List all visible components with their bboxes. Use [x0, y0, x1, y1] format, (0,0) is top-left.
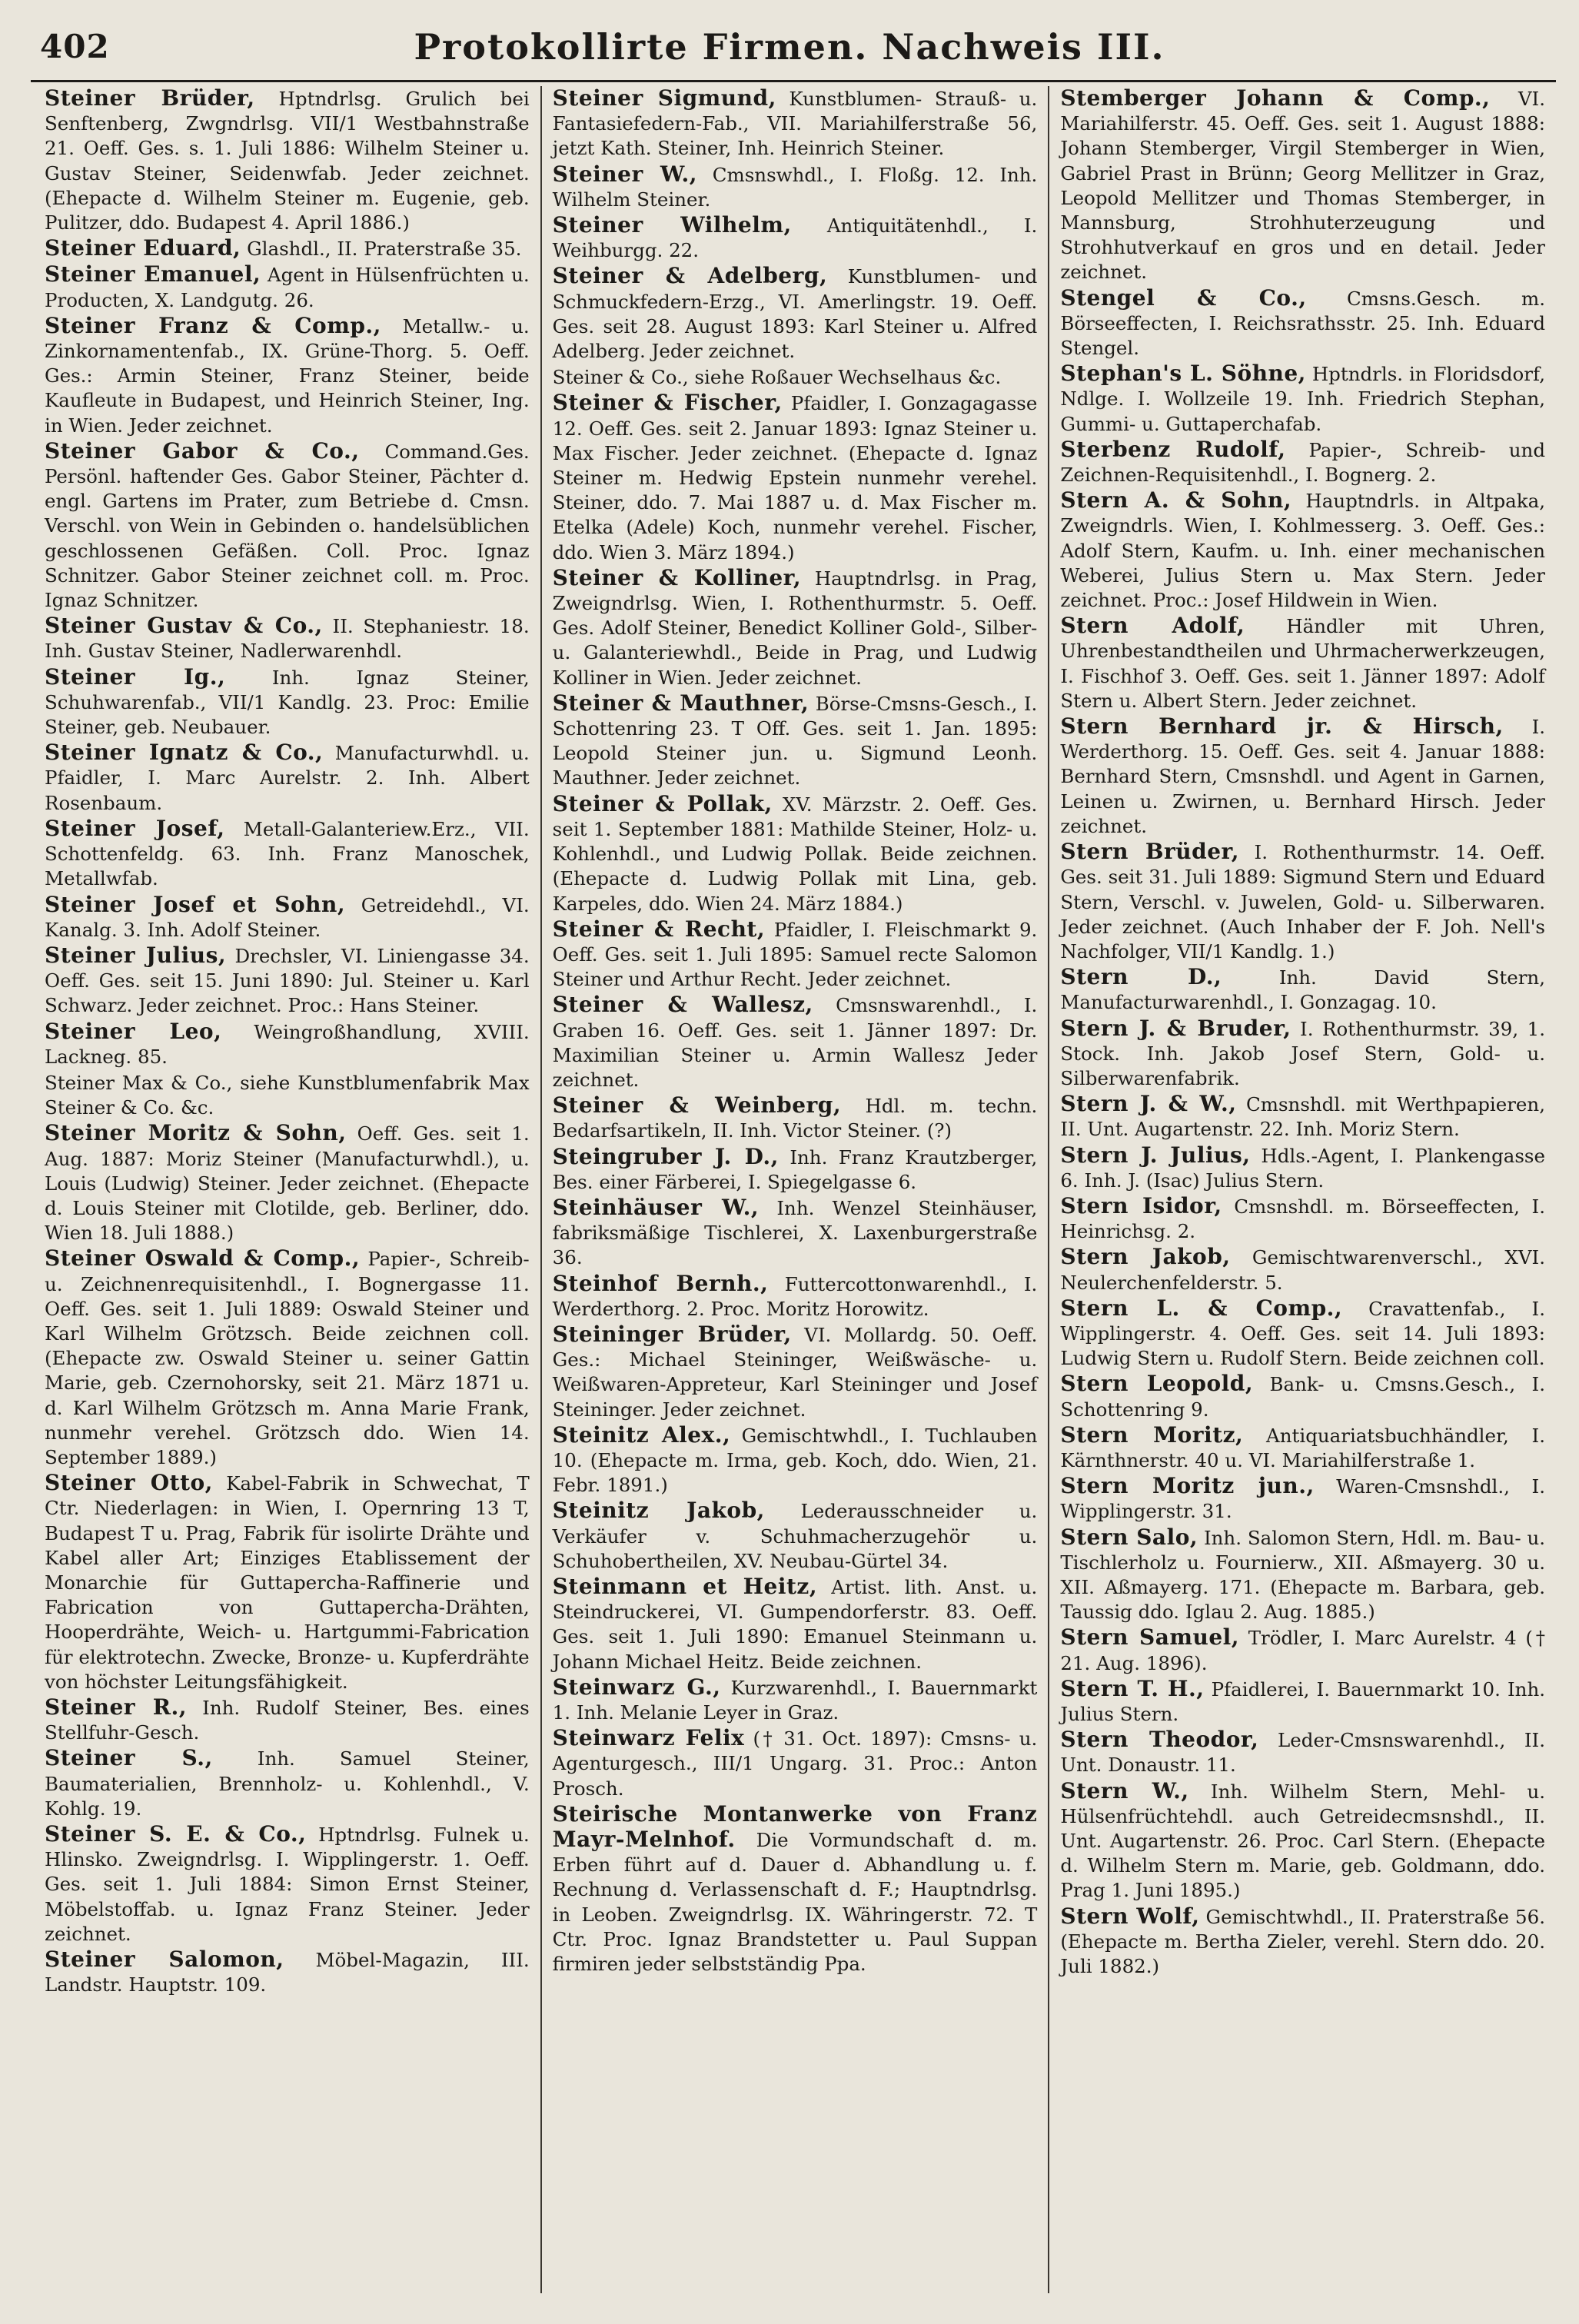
firm-name: Steiner Julius,: [45, 942, 227, 968]
firm-details: Gemischtwarenverschl., XVI. Neulerchenfelderstr. 5.: [1060, 1246, 1546, 1294]
firm-entry: [553, 86, 1038, 161]
firm-name: Stern Moritz,: [1060, 1421, 1244, 1448]
firm-name: Steiner Emanuel,: [45, 261, 261, 288]
firm-entry: [1060, 1727, 1545, 1777]
firm-details: VI. Mariahilferstr. 45. Oeff. Ges. seit 1. August 1888: Johann Stemberger, Virgil Stemberger in Wien, Gabriel Prast in Brünn; Georg Mellitzer in Graz, Leopold Mellitzer und Thomas Stemberger, in Mannsburg, Strohhuterzeugung und Strohhutverkauf en gros und en detail. Jeder zeichnet.: [1060, 88, 1546, 284]
firm-name: Steirische Montanwerke von Franz Mayr-Melnhof.: [552, 1800, 1038, 1853]
firm-entry: [553, 1726, 1038, 1801]
firm-details: Inh. Salomon Stern, Hdl. m. Bau- u. Tischlerholz u. Fournierw., XII. Aßmayerg. 30 u. XII. Aßmayerg. 171. (Ehepacte m. Barbara, geb. Taussig ddo. Iglau 2. Aug. 1885.): [1060, 1526, 1546, 1624]
firm-entry: [45, 1121, 530, 1245]
firm-details: Kurzwarenhdl., I. Bauernmarkt 1. Inh. Melanie Leyer in Graz.: [552, 1676, 1038, 1724]
column-right: [1048, 86, 1556, 2293]
firm-details: († 31. Oct. 1897): Cmsns- u. Agenturgesch., III/1 Ungarg. 31. Proc.: Anton Prosch.: [552, 1727, 1038, 1800]
firm-details: Hptndrlsg. Grulich bei Senftenberg, Zwgndrlsg. VII/1 Westbahnstraße 21. Oeff. Ges. s. 1. Juli 1886: Wilhelm Steiner u. Gustav Steiner, Seidenwfab. Jeder zeichnet. (Ehepacte d. Wilhelm Steiner m. Eugenie, geb. Pulitzer, ddo. Budapest 4. April 1886.): [45, 88, 530, 234]
firm-details: Command.Ges. Persönl. haftender Ges. Gabor Steiner, Pächter d. engl. Gartens im Prater, zum Betriebe d. Cmsn. Verschl. von Wein in Gebinden o. handelsüblichen geschlossenen Gefäßen. Coll. Proc. Ignaz Schnitzer. Gabor Steiner zeichnet coll. m. Proc. Ignaz Schnitzer.: [45, 440, 530, 612]
firm-name: Stern Theodor,: [1060, 1727, 1259, 1753]
firm-entry: [1060, 1779, 1545, 1903]
firm-entry: [553, 364, 1038, 390]
firm-entry: [553, 1195, 1038, 1271]
firm-entry: [1060, 1525, 1545, 1625]
firm-name: Steinwarz Felix: [552, 1725, 745, 1751]
firm-entry: [1060, 86, 1545, 285]
firm-name: Steiner Ignatz & Co.,: [45, 740, 324, 766]
firm-entry: [553, 792, 1038, 916]
firm-details: Pfaidlerei, I. Bauernmarkt 10. Inh. Julius Stern.: [1060, 1677, 1546, 1725]
firm-details: Hptndrlsg. Fulnek u. Hlinsko. Zweigndrlsg. I. Wipplingerstr. 1. Oeff. Ges. seit 1. Juli 1884: Simon Ernst Steiner, Möbelstoffab. u. Ignaz Franz Steiner. Jeder zeichnet.: [45, 1824, 530, 1945]
firm-name: Steinwarz G.,: [552, 1674, 721, 1700]
firm-details: Trödler, I. Marc Aurelstr. 4 († 21. Aug. 1896).: [1060, 1627, 1546, 1674]
page-number: 402: [40, 28, 110, 65]
firm-name: Steiner S.,: [45, 1745, 213, 1771]
running-title: Protokollirte Firmen. Nachweis III.: [414, 26, 1165, 68]
firm-details: Drechsler, VI. Liniengasse 34. Oeff. Ges. seit 15. Juni 1890: Jul. Steiner u. Karl Schwarz. Jeder zeichnet. Proc.: Hans Steiner.: [45, 944, 530, 1017]
header-rule: [31, 80, 1556, 82]
firm-name: Steinitz Alex.,: [552, 1421, 731, 1448]
firm-name: Stengel & Co.,: [1060, 284, 1307, 311]
column-middle: [540, 86, 1049, 2293]
firm-entry: [553, 1675, 1038, 1725]
firm-name: Stern Wolf,: [1060, 1903, 1200, 1929]
firm-name: Stern J. Julius,: [1060, 1142, 1251, 1168]
firm-entry: [1060, 1194, 1545, 1244]
firm-details: Inh. Ignaz Steiner, Schuhwarenfab., VII/1 Kandlg. 23. Proc: Emilie Steiner, geb. Neubauer.: [45, 666, 530, 739]
firm-entry: [45, 613, 530, 663]
firm-details: Antiquariatsbuchhändler, I. Kärnthnerstr. 40 u. VI. Mariahilferstraße 1.: [1060, 1424, 1546, 1471]
firm-entry: [45, 816, 530, 892]
firm-details: Cmsnshdl. m. Börseeffecten, I. Heinrichsg. 2.: [1060, 1195, 1546, 1243]
firm-details: Kunstblumen- und Schmuckfedern-Erzg., VI. Amerlingstr. 19. Oeff. Ges. seit 28. August 1893: Karl Steiner u. Alfred Adelberg. Jeder zeichnet.: [552, 265, 1038, 363]
firm-details: Steiner & Co., siehe Roßauer Wechselhaus &c.: [552, 366, 1002, 389]
firm-name: Steiner S. E. & Co.,: [45, 1821, 307, 1847]
firm-name: Steinitz Jakob,: [552, 1498, 765, 1524]
firm-name: Steiner Josef et Sohn,: [45, 891, 346, 917]
firm-entry: [1060, 714, 1545, 839]
firm-details: Futtercottonwarenhdl., I. Werderthorg. 2. Proc. Moritz Horowitz.: [552, 1272, 1038, 1320]
firm-details: Getreidehdl., VI. Kanalg. 3. Inh. Adolf Steiner.: [45, 893, 530, 941]
firm-entry: [45, 943, 530, 1019]
firm-details: Papier-, Schreib- u. Zeichnenrequisitenhdl., I. Bognergasse 11. Oeff. Ges. seit 1. Juli 1889: Oswald Steiner und Karl Wilhelm Grötzsch. Beide zeichnen coll. (Ehepacte zw. Oswald Steiner u. seiner Gattin Marie, geb. Czernohorsky, seit 21. März 1871 u. d. Karl Wilhelm Grötzsch m. Anna Marie Frank, nunmehr verehel. Grötzsch ddo. Wien 14. September 1889.): [45, 1248, 530, 1468]
firm-name: Stephan's L. Söhne,: [1060, 361, 1306, 387]
firm-details: Inh. Samuel Steiner, Baumaterialien, Brennholz- u. Kohlenhdl., V. Kohlg. 19.: [45, 1747, 530, 1820]
firm-name: Stern W.,: [1060, 1777, 1189, 1804]
firm-details: Pfaidler, I. Fleischmarkt 9. Oeff. Ges. seit 1. Juli 1895: Samuel recte Salomon Steiner und Arthur Recht. Jeder zeichnet.: [552, 918, 1038, 991]
firm-details: Kunstblumen- Strauß- u. Fantasiefedern-Fab., VII. Mariahilferstraße 56, jetzt Kath. Steiner, Inh. Heinrich Steiner.: [552, 88, 1038, 160]
firm-name: Steingruber J. D.,: [552, 1143, 779, 1169]
firm-entry: [45, 236, 530, 261]
firm-name: Stern L. & Comp.,: [1060, 1295, 1343, 1321]
firm-entry: [553, 264, 1038, 364]
firm-name: Steiner Oswald & Comp.,: [45, 1245, 361, 1272]
firm-details: Inh. Rudolf Steiner, Bes. eines Stellfuhr-Gesch.: [45, 1697, 530, 1744]
firm-entry: [1060, 437, 1545, 487]
firm-details: Hptndrls. in Floridsdorf, Ndlge. I. Wollzeile 19. Inh. Friedrich Stephan, Gummi- u. Guttaperchafab.: [1060, 363, 1546, 435]
firm-details: Agent in Hülsenfrüchten u. Producten, X. Landgutg. 26.: [45, 264, 530, 311]
firm-entry: [553, 391, 1038, 564]
firm-entry: [1060, 1296, 1545, 1371]
firm-details: Pfaidler, I. Gonzagagasse 12. Oeff. Ges. seit 2. Januar 1893: Ignaz Steiner u. Max Fischer. Jeder zeichnet. (Ehepacte d. Ignaz Steiner m. Hedwig Epstein nunmehr verehel. Steiner, ddo. 7. Mai 1887 u. d. Max Fischer m. Etelka (Adele) Koch, nunmehr verehel. Fischer, ddo. Wien 3. März 1894.): [552, 392, 1038, 564]
firm-entry: [45, 1947, 530, 1997]
firm-entry: [45, 1070, 530, 1120]
firm-details: Bank- u. Cmsns.Gesch., I. Schottenring 9.: [1060, 1373, 1546, 1421]
firm-entry: [553, 213, 1038, 263]
firm-details: Inh. Franz Krautzberger, Bes. einer Färberei, I. Spiegelgasse 6.: [552, 1145, 1038, 1193]
firm-details: Oeff. Ges. seit 1. Aug. 1887: Moriz Steiner (Manufacturwhdl.), u. Louis (Ludwig) Steiner. Jeder zeichnet. (Ehepacte d. Louis Steiner mit Clotilde, geb. Berliner, ddo. Wien 18. Juli 1888.): [45, 1122, 530, 1245]
firm-entry: [1060, 1423, 1545, 1473]
firm-name: Stern Isidor,: [1060, 1192, 1222, 1219]
firm-name: Stern J. & Bruder,: [1060, 1015, 1291, 1041]
firm-entry: [45, 740, 530, 816]
firm-name: Steiner R.,: [45, 1694, 187, 1720]
firm-details: Waren-Cmsnshdl., I. Wipplingerstr. 31.: [1060, 1475, 1545, 1523]
firm-details: VI. Mollardg. 50. Oeff. Ges.: Michael Steininger, Weißwäsche- u. Weißwaren-Appreteur, Karl Steininger und Josef Steininger. Jeder zeichnet.: [552, 1323, 1038, 1421]
firm-entry: [45, 262, 530, 312]
firm-name: Steiner Moritz & Sohn,: [45, 1120, 347, 1146]
firm-details: I. Rothenthurmstr. 39, 1. Stock. Inh. Jakob Josef Stern, Gold- u. Silberwarenfabrik.: [1060, 1017, 1546, 1089]
firm-name: Steiner Eduard,: [45, 235, 241, 261]
firm-details: Kabel-Fabrik in Schwechat, T Ctr. Niederlagen: in Wien, I. Opernring 13 T, Budapest T u. Prag, Fabrik für isolirte Drähte und Kabel aller Art; Einziges Etablissement der Monarchie für Guttapercha-Raffinerie und Fabrication von Guttapercha-Drähten, Hooperdrähte, Weich- u. Hartgummi-Fabrication für elektrotechn. Zwecke, Bronze- u. Kupferdrähte von höchster Leitungsfähigkeit.: [45, 1472, 530, 1693]
firm-name: Steiner Wilhelm,: [552, 212, 792, 238]
firm-entry: [1060, 361, 1545, 437]
firm-name: Steiner & Adelberg,: [552, 263, 828, 289]
firm-entry: [1060, 839, 1545, 964]
firm-name: Stern Bernhard jr. & Hirsch,: [1060, 713, 1504, 740]
firm-name: Steiner Gabor & Co.,: [45, 437, 360, 464]
firm-entry: [1060, 488, 1545, 613]
firm-details: Steiner Max & Co., siehe Kunstblumenfabrik Max Steiner & Co. &c.: [45, 1071, 530, 1119]
firm-details: Börse-Cmsns-Gesch., I. Schottenring 23. T Off. Ges. seit 1. Jan. 1895: Leopold Steiner jun. u. Sigmund Leonh. Mauthner. Jeder zeichnet.: [552, 692, 1038, 790]
firm-details: Weingroßhandlung, XVIII. Lackneg. 85.: [45, 1020, 530, 1068]
firm-details: Leder-Cmsnswarenhdl., II. Unt. Donaustr. 11.: [1060, 1729, 1546, 1777]
firm-entry: [1060, 1625, 1545, 1675]
firm-entry: [553, 992, 1038, 1092]
firm-name: Steiner Josef,: [45, 815, 225, 841]
firm-details: Gemischtwhdl., II. Praterstraße 56. (Ehepacte m. Bertha Zieler, verehl. Stern ddo. 20. Juli 1882.): [1060, 1905, 1546, 1978]
firm-details: I. Rothenthurmstr. 14. Oeff. Ges. seit 31. Juli 1889: Sigmund Stern und Eduard Stern, Verschl. v. Juwelen, Gold- u. Silberwaren. Jeder zeichnet. (Auch Inhaber der F. Joh. Nell's Nachfolger, VII/1 Kandlg. 1.): [1060, 841, 1546, 963]
firm-details: Cmsnshdl. mit Werthpapieren, II. Unt. Augartenstr. 22. Inh. Moriz Stern.: [1060, 1093, 1545, 1141]
firm-details: Metallw.- u. Zinkornamentenfab., IX. Grüne-Thorg. 5. Oeff. Ges.: Armin Steiner, Franz Steiner, beide Kaufleute in Budapest, und Heinrich Steiner, Ing. in Wien. Jeder zeichnet.: [45, 314, 530, 437]
firm-entry: [45, 665, 530, 740]
firm-name: Steiner & Kolliner,: [552, 564, 802, 590]
firm-details: Papier-, Schreib- und Zeichnen-Requisitenhdl., I. Bognerg. 2.: [1060, 438, 1545, 487]
firm-name: Stern T. H.,: [1060, 1675, 1205, 1701]
firm-entry: [45, 1471, 530, 1694]
firm-name: Stemberger Johann & Comp.,: [1060, 86, 1491, 111]
firm-details: Möbel-Magazin, III. Landstr. Hauptstr. 109.: [45, 1949, 530, 1997]
text-columns: [34, 86, 1556, 2293]
firm-name: Steiner & Mauthner,: [552, 690, 809, 716]
firm-name: Steiner W.,: [552, 161, 697, 187]
firm-name: Stern J. & W.,: [1060, 1091, 1237, 1117]
firm-entry: [553, 1093, 1038, 1143]
firm-name: Stern Brüder,: [1060, 839, 1240, 865]
firm-entry: [1060, 1092, 1545, 1142]
firm-entry: [1060, 1371, 1545, 1421]
firm-entry: [553, 917, 1038, 992]
firm-name: Steiner Brüder,: [45, 86, 255, 111]
firm-name: Steininger Brüder,: [552, 1321, 792, 1347]
firm-name: Stern Salo,: [1060, 1524, 1198, 1550]
firm-details: I. Werderthorg. 15. Oeff. Ges. seit 4. Januar 1888: Bernhard Stern, Cmsnshdl. und Agent in Garnen, Leinen u. Zwirnen, u. Bernhard Hirsch. Jeder zeichnet.: [1060, 716, 1546, 837]
firm-details: Händler mit Uhren, Uhrenbestandtheilen und Uhrmacherwerkzeugen, I. Fischhof 3. Oeff. Ges. seit 1. Jänner 1897: Adolf Stern u. Albert Stern. Jeder zeichnet.: [1060, 615, 1546, 712]
firm-details: XV. Märzstr. 2. Oeff. Ges. seit 1. September 1881: Mathilde Steiner, Holz- u. Kohlenhdl., und Ludwig Pollak. Beide zeichnen. (Ehepacte d. Ludwig Pollak mit Lina, geb. Karpeles, ddo. Wien 24. März 1884.): [552, 793, 1038, 915]
firm-entry: [553, 1272, 1038, 1322]
firm-name: Steinmann et Heitz,: [552, 1573, 818, 1599]
firm-name: Stern Leopold,: [1060, 1371, 1254, 1397]
firm-name: Steiner Salomon,: [45, 1947, 284, 1973]
firm-details: Inh. Wilhelm Stern, Mehl- u. Hülsenfrüchtehdl. auch Getreidecmsnshdl., II. Unt. Augartenstr. 26. Proc. Carl Stern. (Ehepacte d. Wilhelm Stern m. Marie, geb. Goldmann, ddo. Prag 1. Juni 1895.): [1060, 1780, 1546, 1902]
firm-name: Steiner & Wallesz,: [552, 992, 813, 1018]
firm-name: Stern D.,: [1060, 964, 1222, 990]
firm-entry: [553, 691, 1038, 791]
firm-details: Cmsns.Gesch. m. Börseeffecten, I. Reichsrathsstr. 25. Inh. Eduard Stengel.: [1060, 287, 1546, 360]
firm-entry: [1060, 965, 1545, 1015]
firm-name: Steiner Ig.,: [45, 663, 226, 690]
firm-entry: [45, 1822, 530, 1947]
firm-entry: [45, 314, 530, 438]
firm-name: Steiner & Weinberg,: [552, 1092, 842, 1119]
firm-details: Inh. Wenzel Steinhäuser, fabriksmäßige Tischlerei, X. Laxenburgerstraße 36.: [552, 1196, 1038, 1269]
firm-name: Sterbenz Rudolf,: [1060, 436, 1286, 462]
firm-entry: [45, 439, 530, 613]
firm-name: Steiner Franz & Comp.,: [45, 312, 381, 338]
firm-name: Steinhäuser W.,: [552, 1194, 760, 1220]
firm-details: Hauptndrls. in Altpaka, Zweigndrls. Wien, I. Kohlmesserg. 3. Oeff. Ges.: Adolf Stern, Kaufm. u. Inh. einer mechanischen Weberei, Julius Stern u. Max Stern. Jeder zeichnet. Proc.: Josef Hildwein in Wien.: [1060, 490, 1546, 612]
firm-entry: [45, 1019, 530, 1069]
firm-name: Steiner Sigmund,: [552, 86, 776, 111]
firm-entry: [1060, 1143, 1545, 1193]
firm-entry: [553, 1802, 1038, 1977]
firm-entry: [1060, 613, 1545, 713]
firm-name: Stern A. & Sohn,: [1060, 487, 1292, 514]
firm-details: Die Vormundschaft d. m. Erben führt auf d. Dauer d. Abhandlung u. f. Rechnung d. Verlassenschaft d. F.; Hauptndrlsg. in Leoben. Zweigndrlsg. IX. Währingerstr. 72. T Ctr. Proc. Ignaz Brandstetter u. Paul Suppan firmiren jeder selbstständig Ppa.: [552, 1829, 1038, 1976]
firm-details: Manufacturwhdl. u. Pfaidler, I. Marc Aurelstr. 2. Inh. Albert Rosenbaum.: [45, 742, 530, 814]
firm-entry: [45, 893, 530, 943]
firm-entry: [1060, 1245, 1545, 1295]
firm-entry: [553, 1498, 1038, 1574]
firm-details: Inh. David Stern, Manufacturwarenhdl., I. Gonzagag. 10.: [1060, 966, 1545, 1014]
firm-entry: [553, 162, 1038, 212]
firm-entry: [1060, 1677, 1545, 1727]
firm-details: Artist. lith. Anst. u. Steindruckerei, VI. Gumpendorferstr. 83. Oeff. Ges. seit 1. Juli 1890: Emanuel Steinmann u. Johann Michael Heitz. Beide zeichnen.: [552, 1575, 1038, 1673]
firm-entry: [45, 1246, 530, 1470]
firm-entry: [1060, 1474, 1545, 1524]
firm-entry: [553, 1574, 1038, 1674]
firm-details: Hdl. m. techn. Bedarfsartikeln, II. Inh. Victor Steiner. (?): [552, 1095, 1038, 1142]
firm-entry: [553, 1322, 1038, 1422]
page-header: [31, 22, 1548, 75]
firm-name: Steiner & Fischer,: [552, 390, 783, 416]
firm-entry: [1060, 286, 1545, 361]
firm-name: Stern Jakob,: [1060, 1244, 1231, 1270]
firm-name: Steiner Leo,: [45, 1018, 222, 1044]
firm-entry: [553, 1423, 1038, 1498]
firm-details: Hauptndrlsg. in Prag, Zweigndrlsg. Wien, I. Rothenthurmstr. 5. Oeff. Ges. Adolf Steiner, Benedict Kolliner Gold-, Silber- u. Galanteriewhdl., Beide in Prag, und Ludwig Kolliner in Wien. Jeder zeichnet.: [552, 567, 1038, 689]
firm-entry: [553, 566, 1038, 690]
firm-name: Steinhof Bernh.,: [552, 1270, 769, 1296]
firm-details: Antiquitätenhdl., I. Weihburgg. 22.: [552, 214, 1038, 262]
firm-name: Stern Adolf,: [1060, 613, 1245, 639]
firm-entry: [553, 1145, 1038, 1195]
firm-name: Stern Moritz jun.,: [1060, 1473, 1315, 1499]
firm-name: Steiner & Recht,: [552, 916, 766, 942]
firm-entry: [1060, 1904, 1545, 1980]
firm-details: Cmsnswarenhdl., I. Graben 16. Oeff. Ges. seit 1. Jänner 1897: Dr. Maximilian Steiner u. Armin Wallesz Jeder zeichnet.: [552, 994, 1038, 1091]
column-left: [34, 86, 540, 2293]
firm-entry: [45, 86, 530, 235]
firm-details: Hdls.-Agent, I. Plankengasse 6. Inh. J. (Isac) Julius Stern.: [1060, 1144, 1545, 1192]
firm-entry: [45, 1746, 530, 1821]
firm-details: Glashdl., II. Praterstraße 35.: [247, 238, 522, 261]
firm-details: II. Stephaniestr. 18. Inh. Gustav Steiner, Nadlerwarenhdl.: [45, 615, 530, 663]
firm-entry: [45, 1695, 530, 1745]
firm-details: Cmsnswhdl., I. Floßg. 12. Inh. Wilhelm Steiner.: [552, 163, 1038, 211]
firm-entry: [1060, 1016, 1545, 1092]
firm-name: Stern Samuel,: [1060, 1624, 1240, 1651]
firm-details: Lederausschneider u. Verkäufer v. Schuhmacherzugehör u. Schuhobertheilen, XV. Neubau-Gürtel 34.: [552, 1500, 1038, 1572]
firm-details: Gemischtwhdl., I. Tuchlauben 10. (Ehepacte m. Irma, geb. Koch, ddo. Wien, 21. Febr. 1891.): [552, 1424, 1038, 1497]
firm-details: Metall-Galanteriew.Erz., VII. Schottenfeldg. 63. Inh. Franz Manoschek, Metallwfab.: [45, 817, 530, 890]
firm-name: Steiner Otto,: [45, 1470, 213, 1496]
firm-name: Steiner & Pollak,: [552, 790, 773, 816]
firm-details: Cravattenfab., I. Wipplingerstr. 4. Oeff. Ges. seit 14. Juli 1893: Ludwig Stern u. Rudolf Stern. Beide zeichnen coll.: [1060, 1297, 1546, 1370]
firm-name: Steiner Gustav & Co.,: [45, 613, 323, 639]
